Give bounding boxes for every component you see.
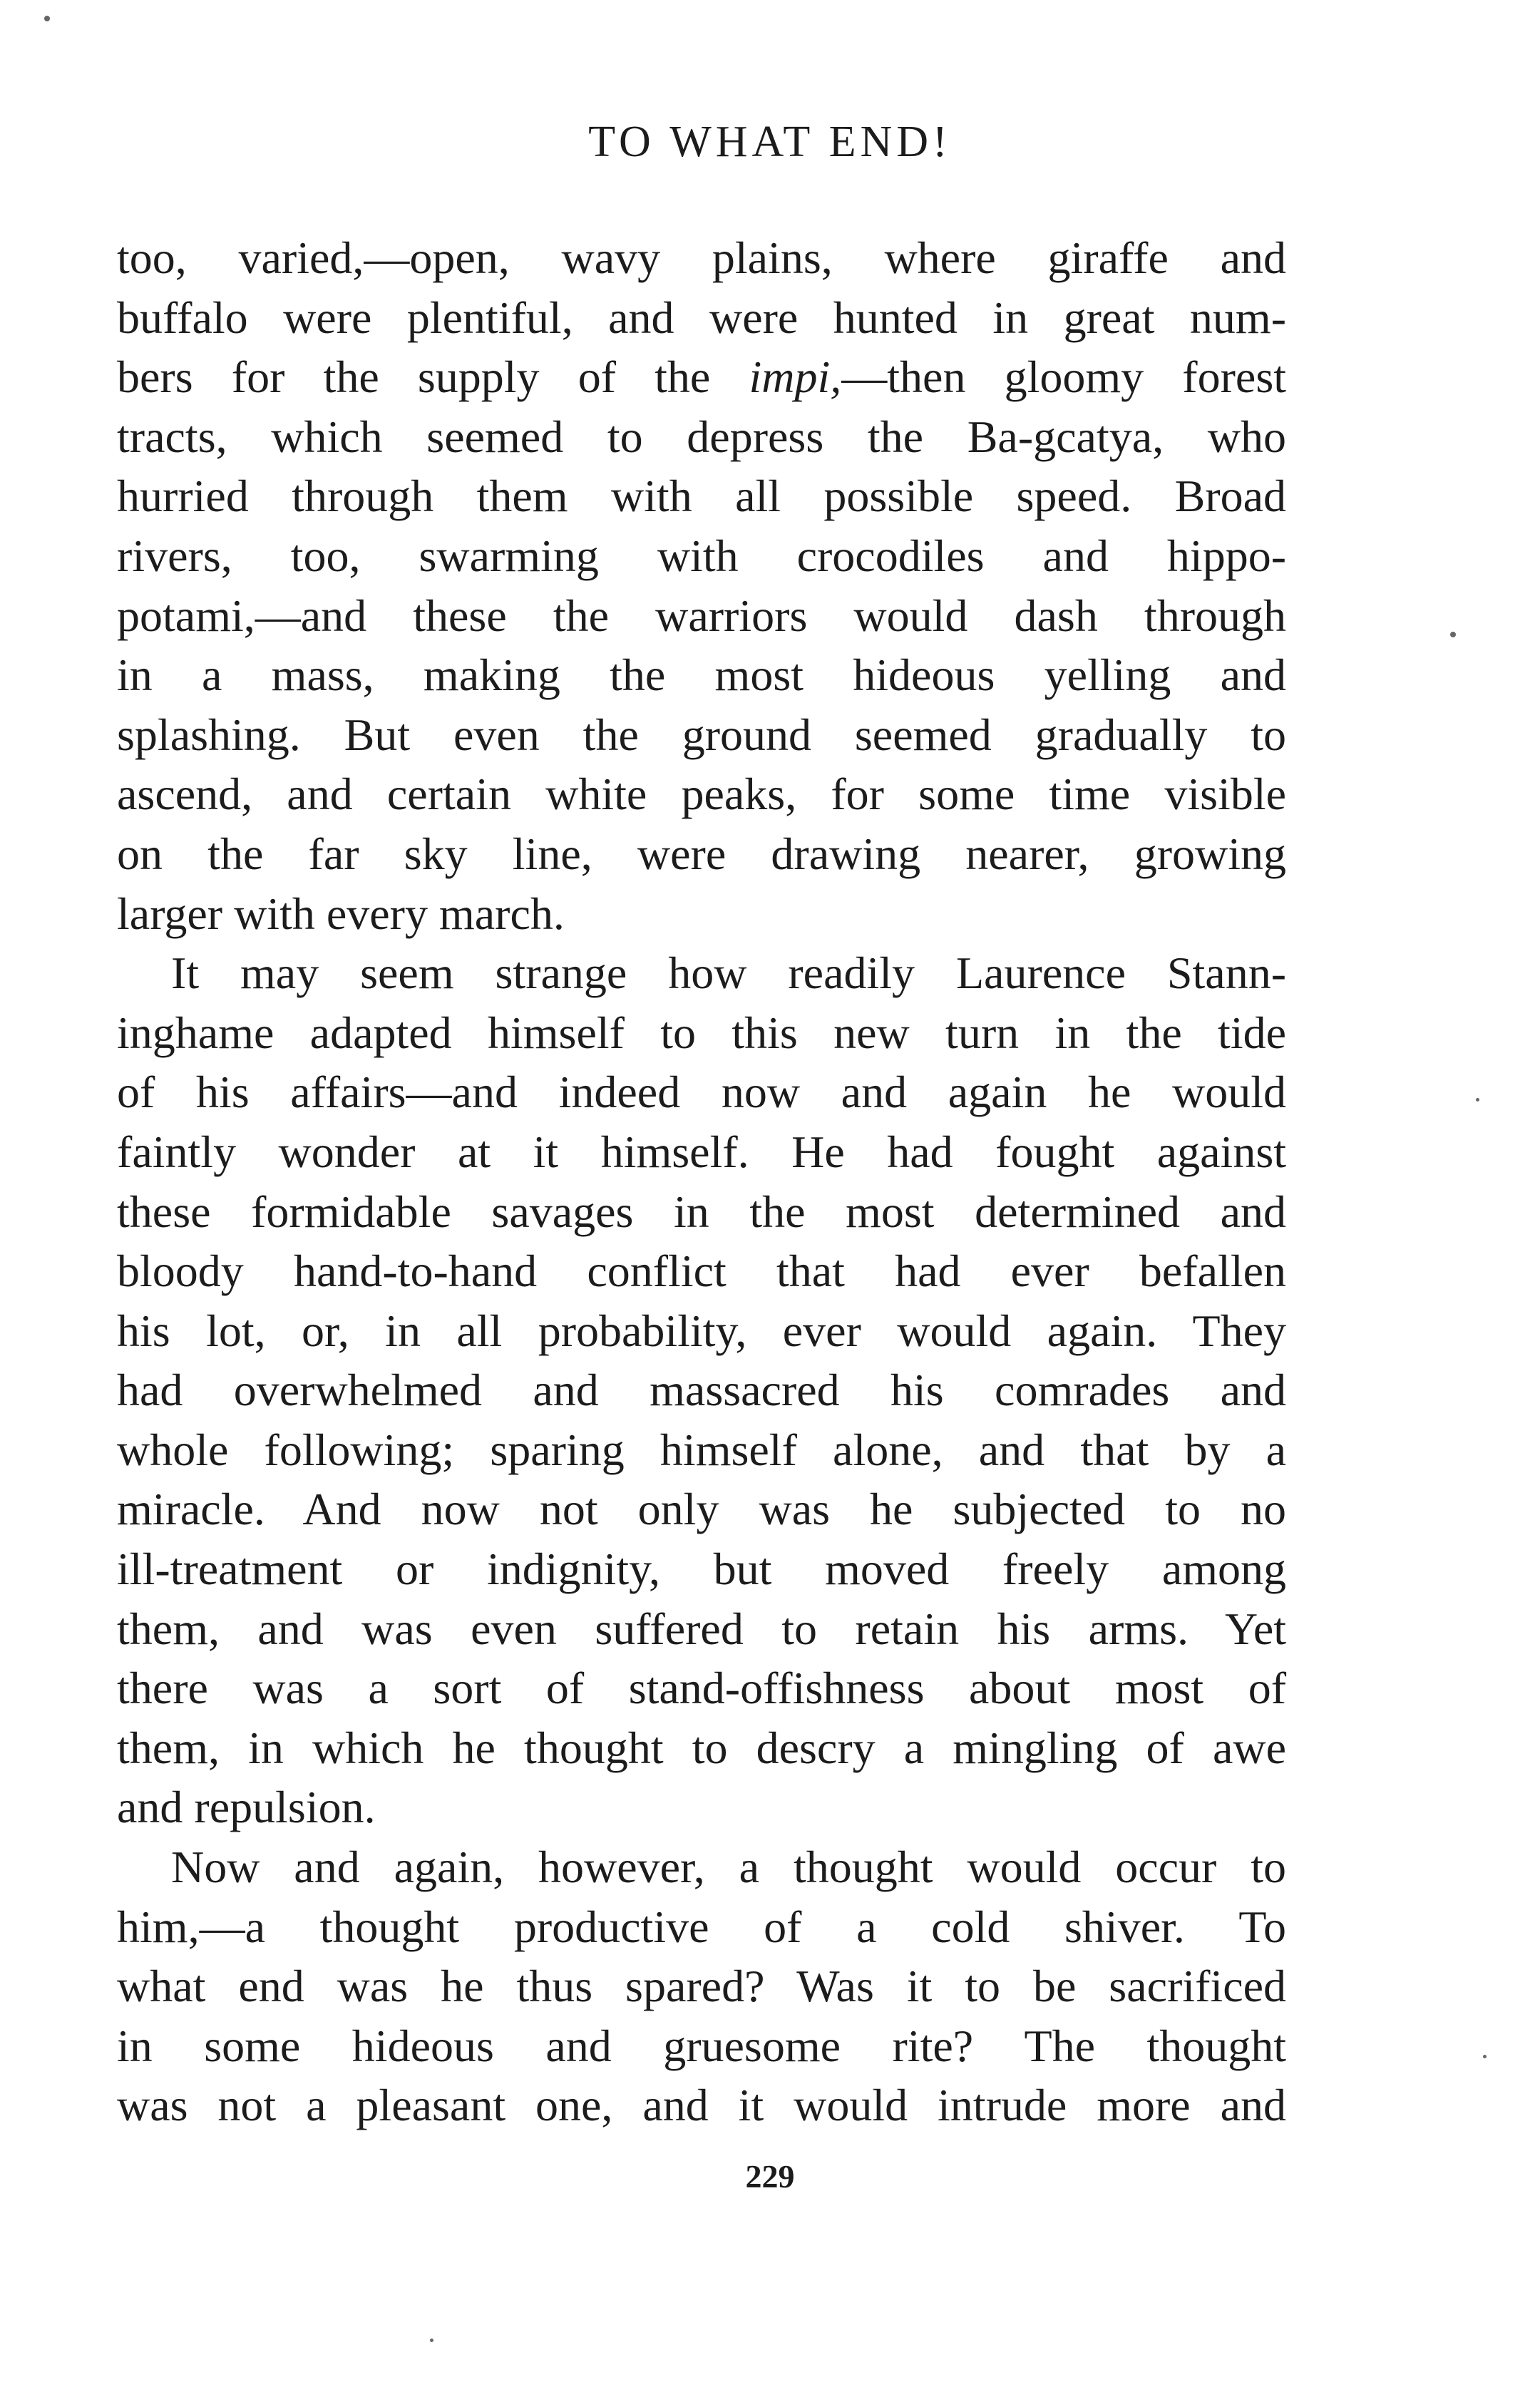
- text-line: too, varied,—open, wavy plains, where giraffe and: [117, 232, 1286, 283]
- text-line: miracle. And now not only was he subjected to no: [117, 1484, 1286, 1535]
- text-line: hurried through them with all possible speed. Broad: [117, 471, 1286, 522]
- text-line: larger with every march.: [117, 888, 565, 939]
- text-line: and repulsion.: [117, 1782, 376, 1833]
- scan-speck: [1450, 632, 1456, 637]
- text-line: buffalo were plentiful, and were hunted in great num-: [117, 292, 1286, 343]
- scan-speck: [430, 2339, 433, 2342]
- text-fragment: bers for the supply of the: [117, 351, 749, 403]
- scan-speck: [1476, 1098, 1479, 1102]
- text-line: whole following; sparing himself alone, and that by a: [117, 1424, 1286, 1475]
- text-line: faintly wonder at it himself. He had fought against: [117, 1126, 1286, 1177]
- text-line: Now and again, however, a thought would occur to: [171, 1842, 1286, 1893]
- text-line: was not a pleasant one, and it would intrude more and: [117, 2080, 1286, 2131]
- text-line: had overwhelmed and massacred his comrades and: [117, 1365, 1286, 1416]
- scan-speck: [1483, 2055, 1487, 2058]
- text-line: bloody hand-to-hand conflict that had ever befallen: [117, 1246, 1286, 1297]
- text-line: of his affairs—and indeed now and again he would: [117, 1067, 1286, 1118]
- text-line: splashing. But even the ground seemed gradually to: [117, 709, 1286, 760]
- text-line: these formidable savages in the most determined and: [117, 1186, 1286, 1237]
- scan-speck: [44, 16, 50, 21]
- text-line: ill-treatment or indignity, but moved freely among: [117, 1544, 1286, 1595]
- text-line: them, in which he thought to descry a mingling of awe: [117, 1722, 1286, 1773]
- body-text: [117, 228, 1286, 2135]
- text-line: ascend, and certain white peaks, for some time visible: [117, 769, 1286, 820]
- text-fragment: —then gloomy forest: [841, 351, 1286, 403]
- text-line: in some hideous and gruesome rite? The thought: [117, 2020, 1286, 2071]
- text-line: there was a sort of stand-offishness about most of: [117, 1663, 1286, 1714]
- text-line: It may seem strange how readily Laurence Stann-: [171, 948, 1286, 999]
- text-line: him,—a thought productive of a cold shiver. To: [117, 1901, 1286, 1952]
- text-line: [117, 347, 1286, 407]
- text-line: them, and was even suffered to retain his arms. Yet: [117, 1603, 1286, 1654]
- text-line: inghame adapted himself to this new turn in the tide: [117, 1007, 1286, 1058]
- text-line: in a mass, making the most hideous yelling and: [117, 650, 1286, 701]
- text-line: what end was he thus spared? Was it to be sacrificed: [117, 1961, 1286, 2012]
- page-number: 229: [745, 2158, 795, 2195]
- text-line: on the far sky line, were drawing nearer, growing: [117, 828, 1286, 879]
- text-line: potami,—and these the warriors would dash through: [117, 590, 1286, 641]
- text-line: his lot, or, in all probability, ever would again. They: [117, 1305, 1286, 1356]
- italic-word: impi,: [749, 351, 842, 403]
- text-line: rivers, too, swarming with crocodiles and hippo-: [117, 530, 1286, 581]
- running-head: TO WHAT END!: [588, 118, 952, 166]
- text-line: tracts, which seemed to depress the Ba-gcatya, who: [117, 411, 1286, 462]
